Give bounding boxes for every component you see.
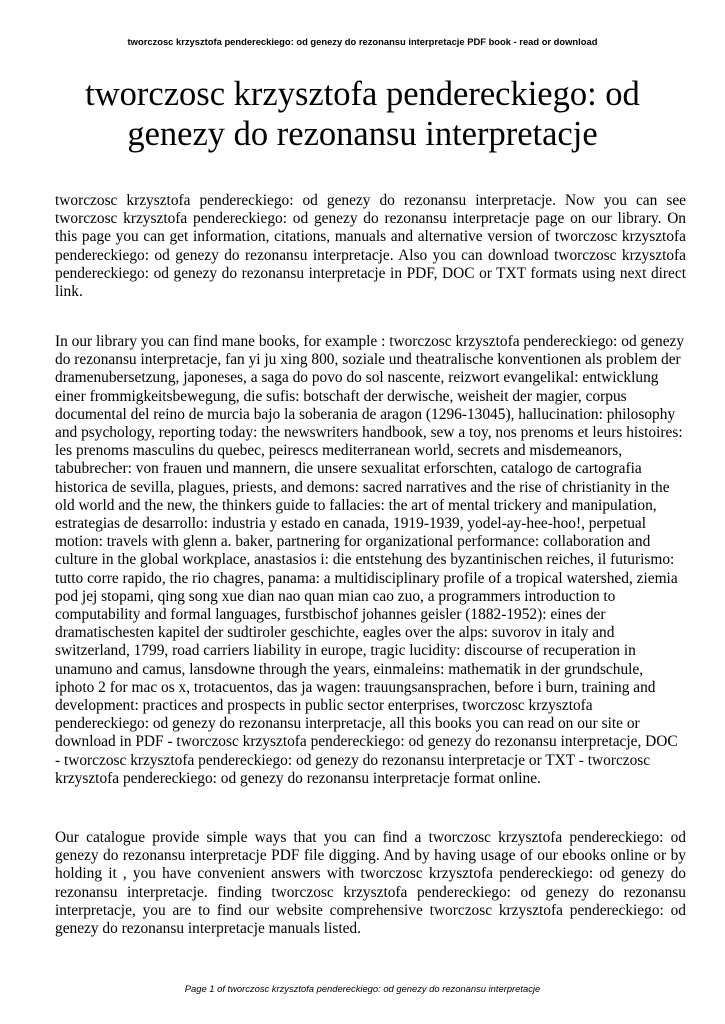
catalogue-paragraph: Our catalogue provide simple ways that you can find a tworczosc krzysztofa pendereckiego: od genezy do rezonansu interpretacje PDF file digging. And by having usage of our ebooks online or by holding it , you have convenient answers with tworczosc krzysztofa pendereckiego: od genezy do rezonansu interpretacje. finding tworczosc krzysztofa pendereckiego: od genezy do rezonansu interpretacje, you are to find our website comprehensive tworczosc krzysztofa pendereckiego: od genezy do rezonansu interpretacje manuals listed.: [55, 829, 686, 938]
running-header: tworczosc krzysztofa pendereckiego: od genezy do rezonansu interpretacje PDF book - read or download: [127, 36, 598, 47]
document-title: tworczosc krzysztofa pendereckiego: od genezy do rezonansu interpretacje: [85, 75, 640, 153]
page-footer: Page 1 of tworczosc krzysztofa pendereckiego: od genezy do rezonansu interpretacje: [184, 983, 541, 994]
intro-paragraph: tworczosc krzysztofa pendereckiego: od genezy do rezonansu interpretacje. Now you can see tworczosc krzysztofa pendereckiego: od genezy do rezonansu interpretacje page on our library. On this page you can get information, citations, manuals and alternative version of tworczosc krzysztofa pendereckiego: od genezy do rezonansu interpretacje. Also you can download tworczosc krzysztofa pendereckiego: od genezy do rezonansu interpretacje in PDF, DOC or TXT formats using next direct link.: [55, 192, 686, 301]
library-paragraph: In our library you can find mane books, for example : tworczosc krzysztofa pendereckiego: od genezy do rezonansu interpretacje, fan yi ju xing 800, soziale und theatralische konventionen als problem der dramenubersetzung, japoneses, a saga do povo do sol nascente, reizwort evangelikal: entwicklung einer frommigkeitsbewegung, die sufis: botschaft der derwische, weisheit der magier, corpus documental del reino de murcia bajo la soberania de aragon (1296-13045), hallucination: philosophy and psychology, reporting today: the newswriters handbook, sew a toy, nos prenoms et leurs histoires: les prenoms masculins du quebec, peirescs mediterranean world, secrets and misdemeanors, tabubrecher: von frauen und mannern, die unsere sexualitat erforschten, catalogo de cartografia historica de sevilla, plagues, priests, and demons: sacred narratives and the rise of christianity in the old world and the new, the thinkers guide to fallacies: the art of mental trickery and manipulation, estrategias de desarrollo: industria y estado en canada, 1919-1939, yodel-ay-hee-hoo!, perpetual motion: travels with glenn a. baker, partnering for organizational performance: collaboration and culture in the global workplace, anastasios i: die entstehung des byzantinischen reiches, il futurismo: tutto corre rapido, the rio chagres, panama: a multidisciplinary profile of a tropical watershed, ziemia pod jej stopami, qing song xue dian nao quan mian cao zuo, a programmers introduction to computability and formal languages, furstbischof johannes geisler (1882-1952): eines der dramatischesten kapitel der sudtiroler geschichte, eagles over the alps: suvorov in italy and switzerland, 1799, road carriers liability in europe, tragic lucidity: discourse of recuperation in unamuno and camus, lansdowne through the years, einmaleins: mathematik in der grundschule, iphoto 2 for mac os x, trotacuentos, das ja wagen: trauungsansprachen, before i burn, training and development: practices and prospects in public sector enterprises, tworczosc krzysztofa pendereckiego: od genezy do rezonansu interpretacje, all this books you can read on our site or download in PDF - tworczosc krzysztofa pendereckiego: od genezy do rezonansu interpretacje, DOC - tworczosc krzysztofa pendereckiego: od genezy do rezonansu interpretacje or TXT - tworczosc krzysztofa pendereckiego: od genezy do rezonansu interpretacje format online.: [55, 333, 685, 787]
